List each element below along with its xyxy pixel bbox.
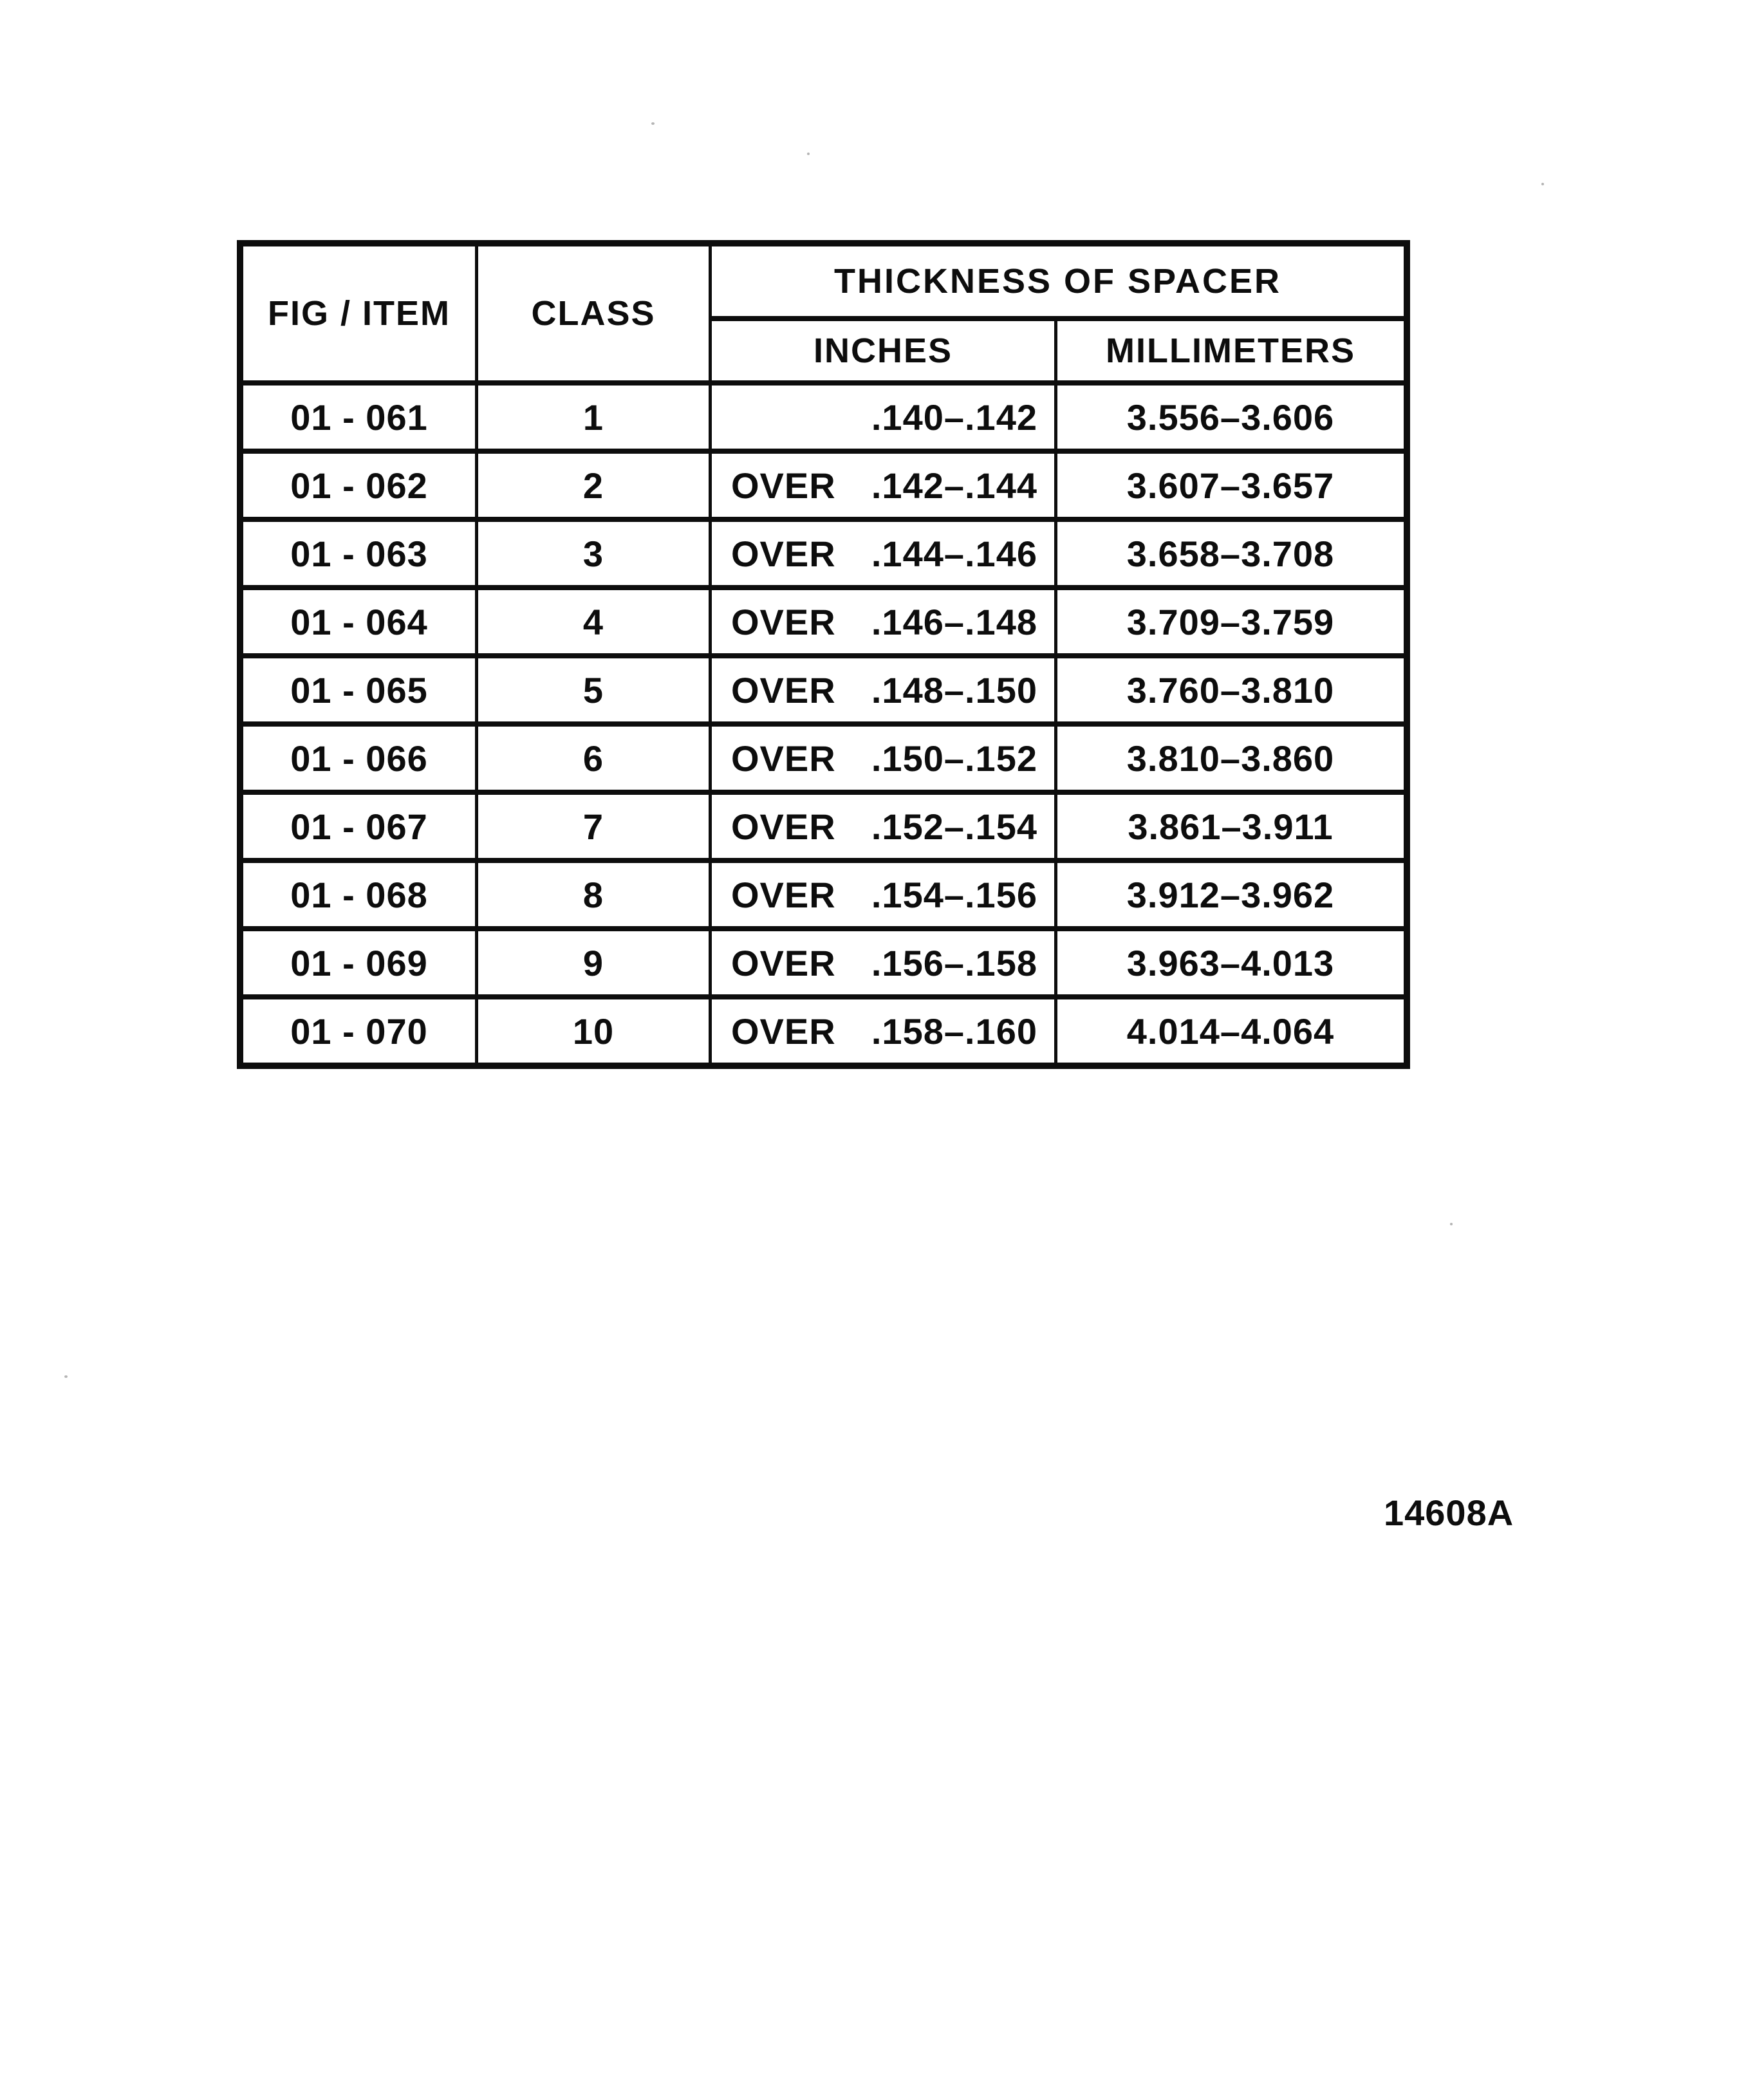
inches-range: .154–.156 xyxy=(871,874,1037,915)
spacer-thickness-table xyxy=(237,240,1410,1069)
inches-cell xyxy=(712,658,1054,721)
class-cell: 3 xyxy=(478,522,709,585)
inches-range: .144–.146 xyxy=(871,533,1037,574)
millimeters-cell: 3.607–3.657 xyxy=(1057,454,1404,517)
inches-range: .158–.160 xyxy=(871,1010,1037,1052)
millimeters-cell: 3.760–3.810 xyxy=(1057,658,1404,721)
header-millimeters: MILLIMETERS xyxy=(1057,321,1404,380)
inches-over-prefix: OVER xyxy=(731,533,836,574)
inches-cell xyxy=(712,727,1054,790)
inches-range: .140–.142 xyxy=(871,396,1037,438)
inches-cell xyxy=(712,590,1054,653)
inches-cell xyxy=(712,863,1054,926)
inches-range: .142–.144 xyxy=(871,465,1037,506)
inches-range: .150–.152 xyxy=(871,738,1037,779)
inches-range: .156–.158 xyxy=(871,942,1037,983)
header-inches: INCHES xyxy=(712,321,1054,380)
class-cell: 7 xyxy=(478,795,709,858)
fig-item-cell: 01 - 070 xyxy=(243,999,475,1063)
inches-range: .148–.150 xyxy=(871,669,1037,711)
scan-speck xyxy=(64,1375,68,1378)
inches-over-prefix: OVER xyxy=(731,1010,836,1052)
inches-over-prefix: OVER xyxy=(731,738,836,779)
class-cell: 2 xyxy=(478,454,709,517)
inches-over-prefix: OVER xyxy=(731,669,836,711)
header-thickness-of-spacer: THICKNESS OF SPACER xyxy=(712,246,1404,316)
inches-over-prefix: OVER xyxy=(731,601,836,642)
inches-range: .152–.154 xyxy=(871,806,1037,847)
scan-speck xyxy=(1450,1223,1453,1225)
fig-item-cell: 01 - 062 xyxy=(243,454,475,517)
millimeters-cell: 3.556–3.606 xyxy=(1057,386,1404,449)
class-cell: 5 xyxy=(478,658,709,721)
class-cell: 8 xyxy=(478,863,709,926)
fig-item-cell: 01 - 066 xyxy=(243,727,475,790)
millimeters-cell: 3.810–3.860 xyxy=(1057,727,1404,790)
class-cell: 10 xyxy=(478,999,709,1063)
fig-item-cell: 01 - 065 xyxy=(243,658,475,721)
inches-range: .146–.148 xyxy=(871,601,1037,642)
class-cell: 4 xyxy=(478,590,709,653)
millimeters-cell: 3.912–3.962 xyxy=(1057,863,1404,926)
fig-item-cell: 01 - 069 xyxy=(243,931,475,994)
fig-item-cell: 01 - 064 xyxy=(243,590,475,653)
millimeters-cell: 3.963–4.013 xyxy=(1057,931,1404,994)
inches-cell xyxy=(712,931,1054,994)
class-cell: 1 xyxy=(478,386,709,449)
inches-over-prefix: OVER xyxy=(731,465,836,506)
millimeters-cell: 3.861–3.911 xyxy=(1057,795,1404,858)
header-fig-item: FIG / ITEM xyxy=(243,246,475,380)
class-cell: 6 xyxy=(478,727,709,790)
inches-cell xyxy=(712,795,1054,858)
fig-item-cell: 01 - 067 xyxy=(243,795,475,858)
class-cell: 9 xyxy=(478,931,709,994)
inches-cell xyxy=(712,522,1054,585)
fig-item-cell: 01 - 063 xyxy=(243,522,475,585)
inches-over-prefix: OVER xyxy=(731,806,836,847)
millimeters-cell: 4.014–4.064 xyxy=(1057,999,1404,1063)
inches-cell xyxy=(712,454,1054,517)
scan-speck xyxy=(1541,183,1544,185)
millimeters-cell: 3.658–3.708 xyxy=(1057,522,1404,585)
scan-speck xyxy=(651,122,655,125)
inches-over-prefix: OVER xyxy=(731,942,836,983)
inches-over-prefix: OVER xyxy=(731,874,836,915)
inches-cell xyxy=(712,999,1054,1063)
header-class: CLASS xyxy=(478,246,709,380)
scan-speck xyxy=(807,153,810,155)
inches-cell xyxy=(712,386,1054,449)
fig-item-cell: 01 - 061 xyxy=(243,386,475,449)
figure-number: 14608A xyxy=(1384,1492,1514,1533)
fig-item-cell: 01 - 068 xyxy=(243,863,475,926)
millimeters-cell: 3.709–3.759 xyxy=(1057,590,1404,653)
